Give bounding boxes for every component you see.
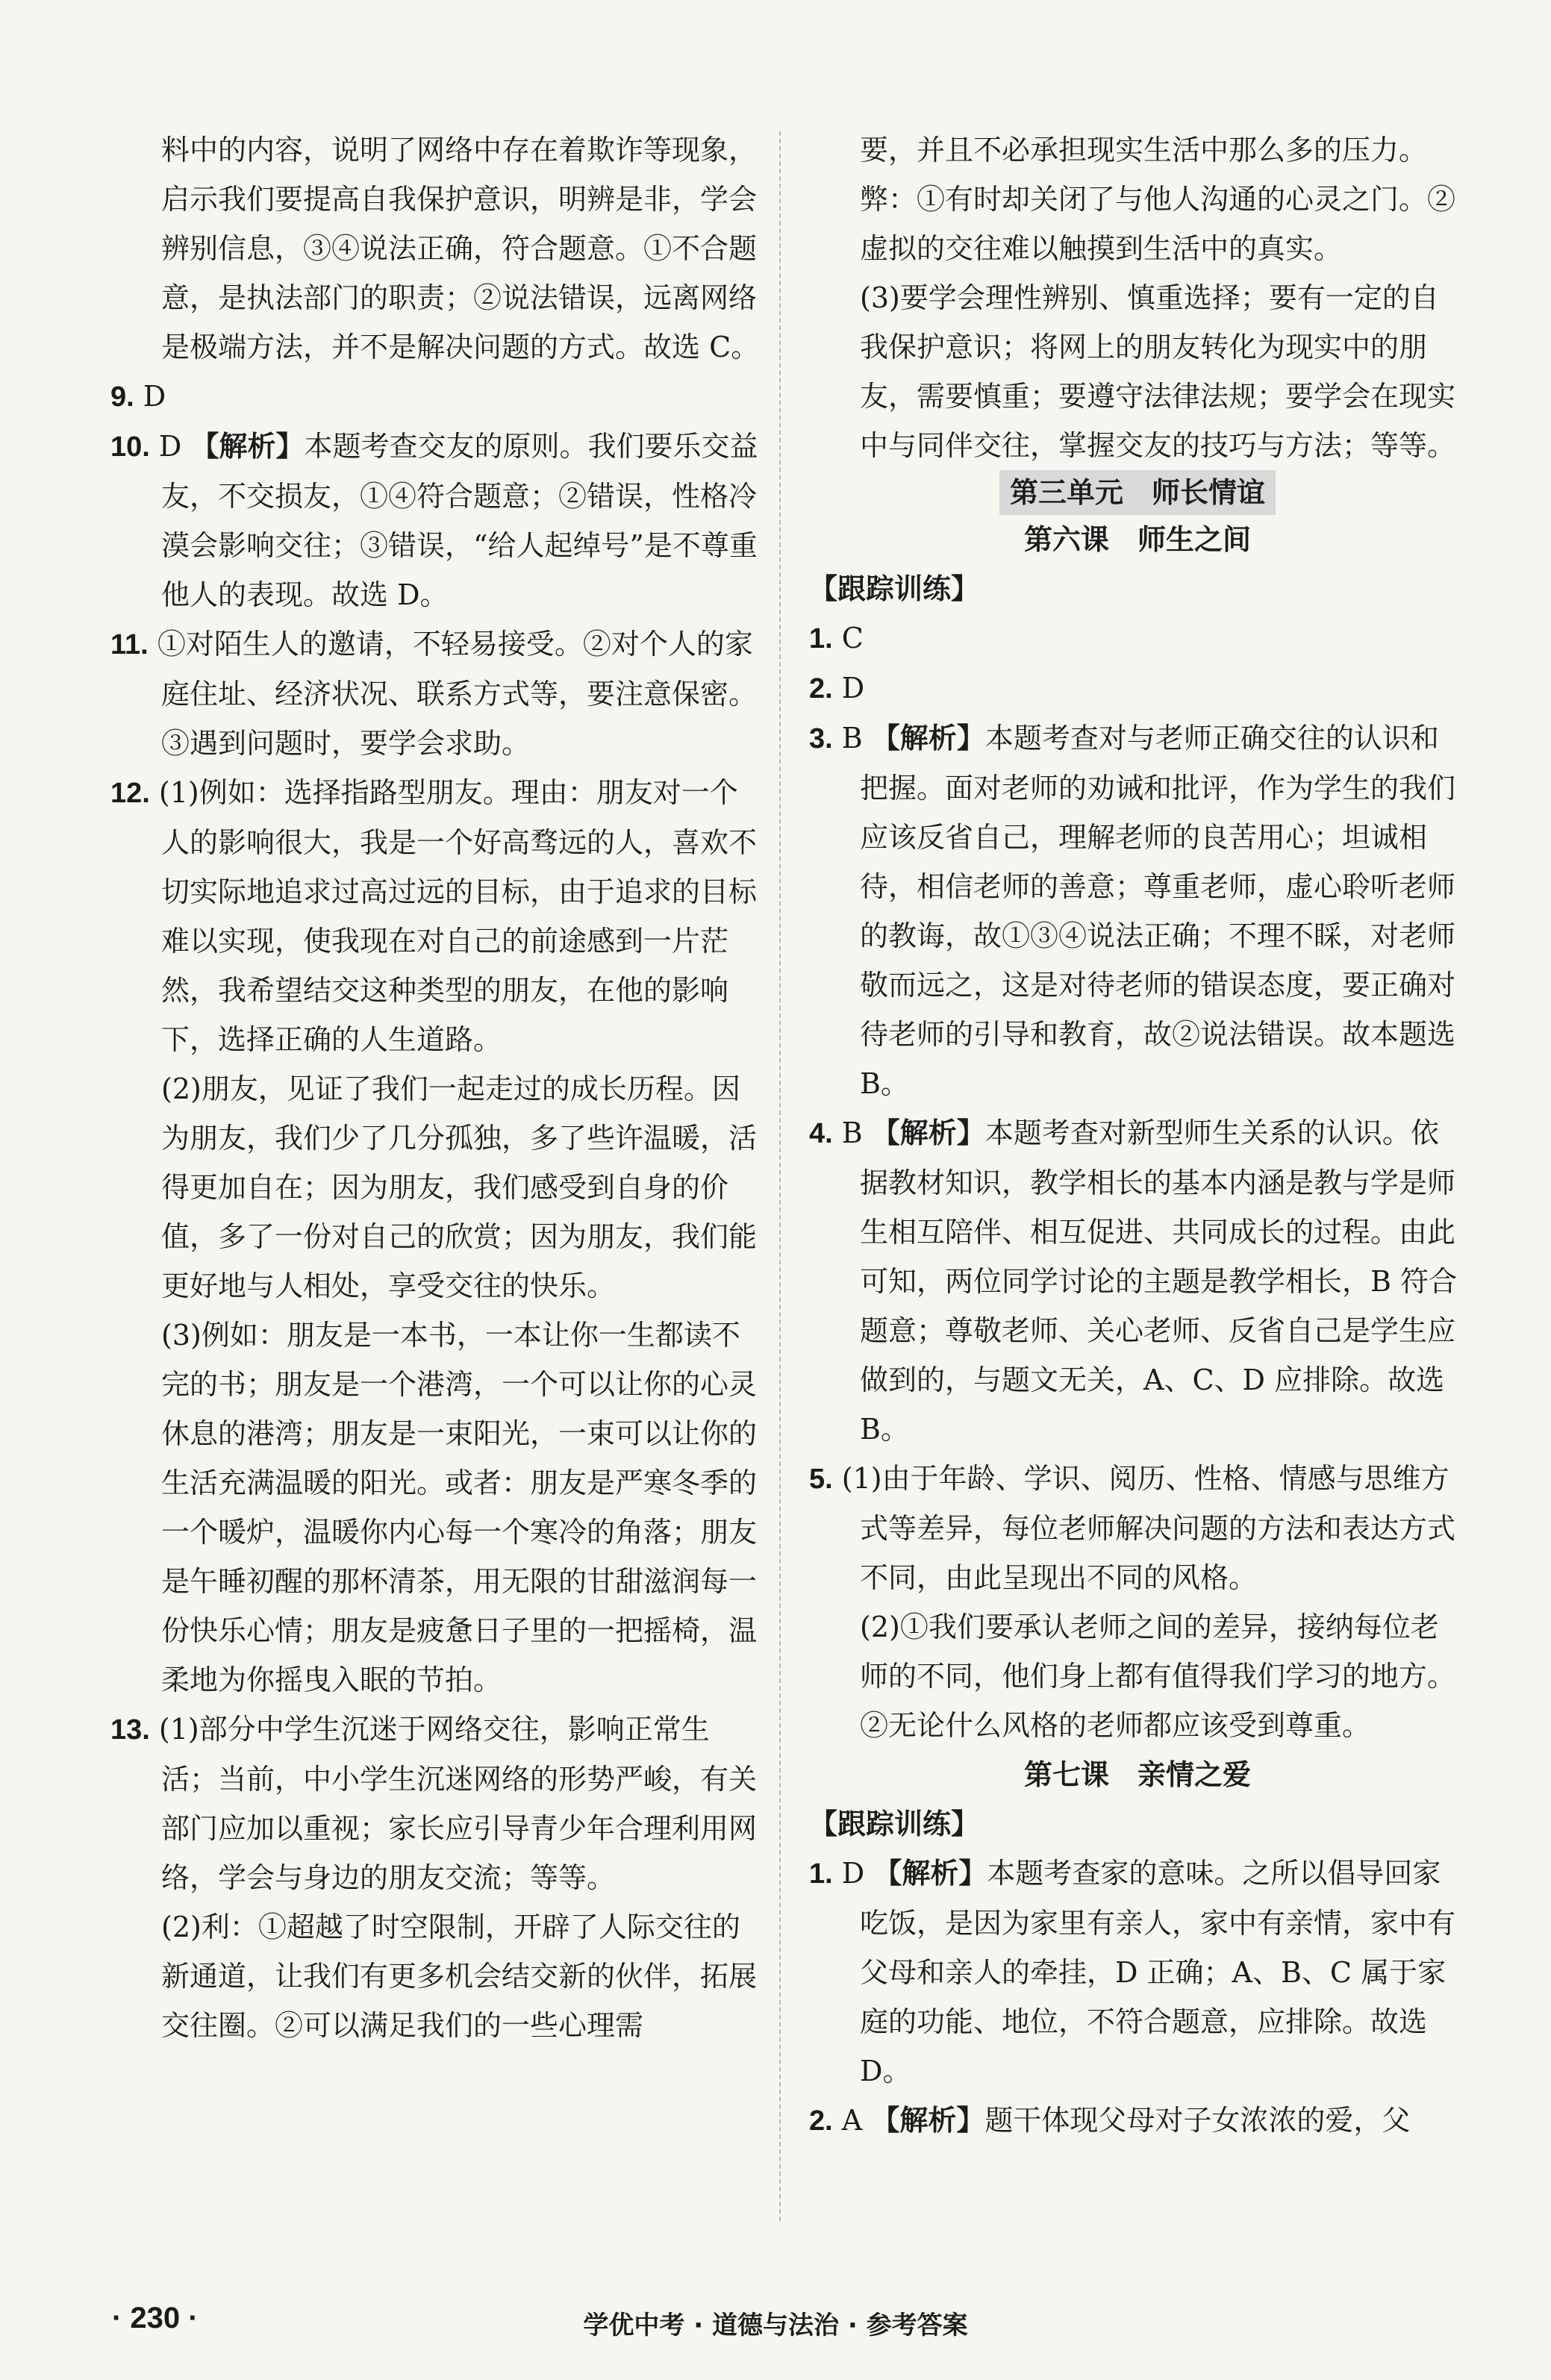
question-number: 2. [809,2105,833,2137]
right-column [809,125,1466,2146]
answer-text: 本题考查对新型师生关系的认识。依据教材知识，教学相长的基本内涵是教与学是师生相互陪伴、相互促进、共同成长的过程。由此可知，两位同学讨论的主题是教学相长，B 符合题意；尊敬老师、关心老师、反省自己是学生应做到的，与题文无关，A、C、D 应排除。故选 B。 [860,1116,1458,1446]
question-number: 12. [110,778,150,809]
answer-choice: D [149,430,191,463]
answer-text: 本题考查对与老师正确交往的认识和把握。面对老师的劝诫和批评，作为学生的我们应该反省自己，理解老师的良苦用心；坦诚相待，相信老师的善意；尊重老师，虚心聆听老师的教诲，故①③④说法正确；不理不睬，对老师敬而远之，这是对待老师的错误态度，要正确对待老师的引导和教育，故②说法错误。故本题选 B。 [860,722,1456,1100]
answer-text: ①对陌生人的邀请，不轻易接受。②对个人的家庭住址、经济状况、联系方式等，要注意保密。③遇到问题时，要学会求助。 [148,628,758,760]
answer-1 [809,613,1466,663]
answer-choice: D [832,1857,874,1890]
answer-text: 本题考查家的意味。之所以倡导回家吃饭，是因为家里有亲人，家中有亲情，家中有父母和亲人的牵挂，D 正确；A、B、C 属于家庭的功能、地位，不符合题意，应排除。故选 D。 [860,1857,1456,2087]
answer-2 [809,663,1466,713]
answer-text: (1)例如：选择指路型朋友。理由：朋友对一个人的影响很大，我是一个好高骛远的人，喜欢不切实际地追求过高过远的目标，由于追求的目标难以实现，使我现在对自己的前途感到一片茫然，我希望结交这种类型的朋友，在他的影响下，选择正确的人生道路。 [149,776,758,1056]
answer-text: 本题考查交友的原则。我们要乐交益友，不交损友，①④符合题意；②错误，性格冷漠会影响交往；③错误，“给人起绰号”是不尊重他人的表现。故选 D。 [161,430,758,611]
analysis-tag: 【解析】 [871,1116,985,1149]
answer-text: C [832,622,864,655]
answer-11 [110,619,760,768]
unit-heading [809,470,1466,515]
answer-choice: B [832,722,872,755]
question-number: 2. [809,673,833,705]
question-number: 5. [809,1464,833,1495]
footer-title: 学优中考 · 道德与法治 · 参考答案 [583,2311,968,2340]
section-label: 【跟踪训练】 [809,1808,980,1840]
paragraph: 料中的内容，说明了网络中存在着欺诈等现象，启示我们要提高自我保护意识，明辨是非，学会辨别信息，③④说法正确，符合题意。①不合题意，是执法部门的职责；②说法错误，远离网络是极端方法，并不是解决问题的方式。故选 C。 [161,134,760,363]
answer-12 [110,768,760,1064]
analysis-tag: 【解析】 [873,1857,987,1890]
analysis-tag: 【解析】 [190,430,305,463]
answer-5 [809,1454,1466,1602]
paragraph: 要，并且不必承担现实生活中那么多的压力。 [860,134,1428,166]
question-number: 9. [110,381,134,413]
answer-choice: A [832,2104,872,2137]
left-column [110,125,760,2050]
answer-9 [110,372,760,422]
page-footer [0,2302,1551,2346]
section-label: 【跟踪训练】 [809,572,980,605]
analysis-tag: 【解析】 [871,722,985,755]
page-number: · 230 · [112,2302,199,2334]
answer-12-part2: (2)朋友，见证了我们一起走过的成长历程。因为朋友，我们少了几分孤独，多了些许温暖，活得更加自在；因为朋友，我们感受到自身的价值，多了一份对自己的欣赏；因为朋友，我们能更好地与人相处，享受交往的快乐。 [161,1072,758,1302]
unit-title: 第三单元 师长情谊 [999,470,1276,515]
answer-2 [809,2096,1466,2146]
question-number: 11. [110,629,149,660]
answer-3 [809,713,1466,1108]
paragraph: (3)要学会理性辨别、慎重选择；要有一定的自我保护意识；将网上的朋友转化为现实中的朋友，需要慎重；要遵守法律法规；要学会在现实中与同伴交往，掌握交友的技巧与方法；等等。 [860,281,1456,462]
lesson-heading: 第七课 亲情之爱 [1023,1758,1251,1791]
question-number: 4. [809,1118,833,1149]
answer-text: D [134,380,166,413]
answer-text: (1)由于年龄、学识、阅历、性格、情感与思维方式等差异，每位老师解决问题的方法和表达方式不同，由此呈现出不同的风格。 [832,1462,1456,1594]
answer-13-part2: (2)利：①超越了时空限制，开辟了人际交往的新通道，让我们有更多机会结交新的伙伴，拓展交往圈。②可以满足我们的一些心理需 [161,1911,758,2042]
answer-4 [809,1108,1466,1454]
question-number: 1. [809,623,833,655]
answer-text: (1)部分中学生沉迷于网络交往，影响正常生活；当前，中小学生沉迷网络的形势严峻，有关部门应加以重视；家长应引导青少年合理利用网络，学会与身边的朋友交流；等等。 [149,1713,758,1894]
lesson-heading: 第六课 师生之间 [1023,523,1251,556]
question-number: 1. [809,1858,833,1890]
answer-text: 题干体现父母对子女浓浓的爱，父 [984,2104,1411,2137]
answer-text: D [832,672,865,705]
answer-10 [110,422,760,619]
question-number: 13. [110,1714,150,1746]
answer-12-part3: (3)例如：朋友是一本书，一本让你一生都读不完的书；朋友是一个港湾，一个可以让你的心灵休息的港湾；朋友是一束阳光，一束可以让你的生活充满温暖的阳光。或者：朋友是严寒冬季的一个暖炉，温暖你内心每一个寒冷的角落；朋友是午睡初醒的那杯清茶，用无限的甘甜滋润每一份快乐心情；朋友是疲惫日子里的一把摇椅，温柔地为你摇曳入眠的节拍。 [161,1319,758,1696]
question-number: 3. [809,723,833,755]
answer-choice: B [832,1116,872,1149]
question-number: 10. [110,431,150,463]
answer-1 [809,1849,1466,2096]
analysis-tag: 【解析】 [871,2104,985,2137]
answer-13 [110,1705,760,1902]
answer-5-part2: (2)①我们要承认老师之间的差异，接纳每位老师的不同，他们身上都有值得我们学习的地方。②无论什么风格的老师都应该受到尊重。 [860,1611,1456,1742]
paragraph: 弊：①有时却关闭了与他人沟通的心灵之门。②虚拟的交往难以触摸到生活中的真实。 [860,183,1456,265]
column-divider [779,131,781,2221]
